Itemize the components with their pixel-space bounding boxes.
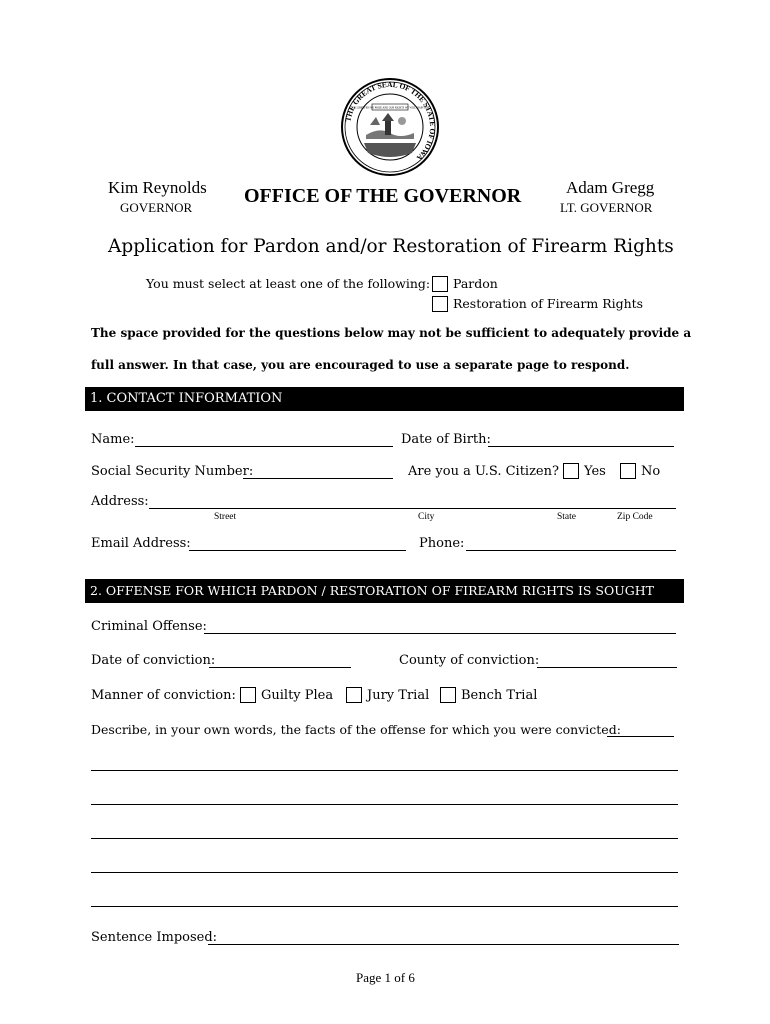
county-conviction-field[interactable] <box>537 667 677 668</box>
street-caption: Street <box>214 512 237 522</box>
county-conviction-label: County of conviction: <box>399 653 540 668</box>
citizen-label: Are you a U.S. Citizen? <box>408 464 559 479</box>
date-conviction-field[interactable] <box>209 667 351 668</box>
guilty-plea-label: Guilty Plea <box>261 688 334 703</box>
contact-section-header: 1. CONTACT INFORMATION <box>85 387 684 411</box>
citizen-yes-checkbox[interactable] <box>563 463 579 479</box>
citizen-yes-label: Yes <box>584 464 606 479</box>
bench-trial-label: Bench Trial <box>461 688 538 703</box>
phone-field[interactable] <box>466 550 676 551</box>
name-field[interactable] <box>135 446 393 447</box>
criminal-offense-field[interactable] <box>204 633 676 634</box>
lt-governor-name: Adam Gregg <box>566 178 655 197</box>
jury-trial-label: Jury Trial <box>367 688 430 703</box>
notice-line-1: The space provided for the questions below may not be sufficient to adequately provide a <box>91 326 692 340</box>
describe-line-2[interactable] <box>91 804 678 805</box>
restoration-label: Restoration of Firearm Rights <box>453 296 644 311</box>
seal-ring-text: THE GREAT SEAL OF THE STATE OF IOWA <box>343 79 438 163</box>
guilty-plea-checkbox[interactable] <box>240 687 256 703</box>
lt-governor-title: LT. GOVERNOR <box>560 200 653 215</box>
pardon-label: Pardon <box>453 276 498 291</box>
date-conviction-label: Date of conviction: <box>91 653 216 668</box>
name-label: Name: <box>91 432 135 447</box>
describe-field-inline[interactable] <box>607 736 674 737</box>
governor-name: Kim Reynolds <box>108 178 207 197</box>
governor-title: GOVERNOR <box>120 200 193 215</box>
sentence-label: Sentence Imposed: <box>91 930 218 945</box>
select-prompt: You must select at least one of the following: <box>146 276 431 291</box>
notice-line-2: full answer. In that case, you are encouraged to use a separate page to respond. <box>91 358 630 372</box>
describe-label: Describe, in your own words, the facts of the offense for which you were convicted: <box>91 722 621 737</box>
address-label: Address: <box>91 494 149 509</box>
office-title: OFFICE OF THE GOVERNOR <box>244 185 522 207</box>
address-field[interactable] <box>149 508 676 509</box>
sentence-field[interactable] <box>208 944 679 945</box>
phone-label: Phone: <box>419 536 465 551</box>
form-title: Application for Pardon and/or Restoration of Firearm Rights <box>108 236 674 257</box>
seal-banner-text: OUR LIBERTIES WE PRIZE AND OUR RIGHTS WE WILL MAINTAIN <box>350 106 430 110</box>
state-caption: State <box>557 512 576 522</box>
describe-line-3[interactable] <box>91 838 678 839</box>
restoration-checkbox[interactable] <box>432 296 448 312</box>
bench-trial-checkbox[interactable] <box>440 687 456 703</box>
city-caption: City <box>418 512 435 522</box>
zip-caption: Zip Code <box>617 512 653 522</box>
dob-field[interactable] <box>488 446 674 447</box>
citizen-no-label: No <box>641 464 661 479</box>
state-seal <box>340 77 440 177</box>
describe-line-4[interactable] <box>91 872 678 873</box>
email-field[interactable] <box>189 550 406 551</box>
pardon-checkbox[interactable] <box>432 276 448 292</box>
ssn-field[interactable] <box>243 478 393 479</box>
dob-label: Date of Birth: <box>401 432 491 447</box>
page-number: Page 1 of 6 <box>356 970 415 985</box>
offense-section-header: 2. OFFENSE FOR WHICH PARDON / RESTORATION OF FIREARM RIGHTS IS SOUGHT <box>85 579 684 603</box>
criminal-offense-label: Criminal Offense: <box>91 619 207 634</box>
manner-label: Manner of conviction: <box>91 688 236 703</box>
ssn-label: Social Security Number: <box>91 464 254 479</box>
email-label: Email Address: <box>91 536 191 551</box>
describe-line-5[interactable] <box>91 906 678 907</box>
citizen-no-checkbox[interactable] <box>620 463 636 479</box>
describe-line-1[interactable] <box>91 770 678 771</box>
jury-trial-checkbox[interactable] <box>346 687 362 703</box>
